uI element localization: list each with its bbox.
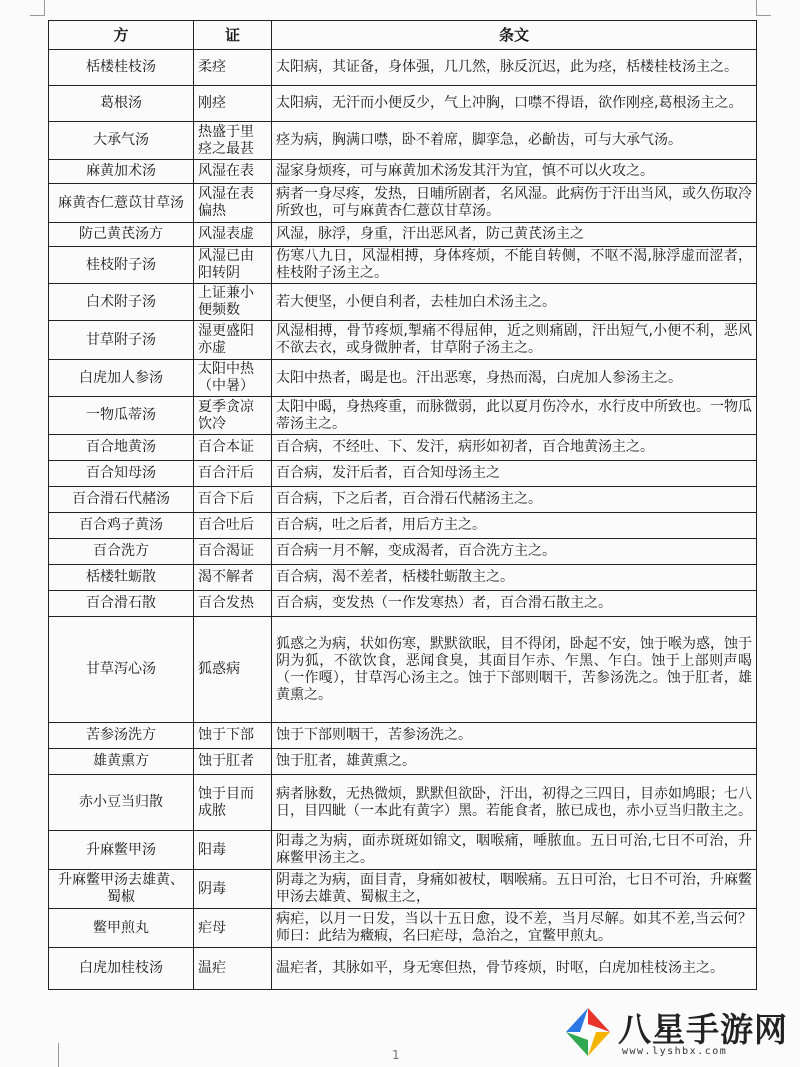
formula-name-cell: 赤小豆当归散 <box>49 775 194 831</box>
syndrome-cell: 温疟 <box>194 948 272 990</box>
table-row <box>49 397 757 435</box>
table-body <box>49 50 757 990</box>
formula-name-cell: 鳖甲煎丸 <box>49 909 194 948</box>
formula-name-cell: 葛根汤 <box>49 86 194 122</box>
clause-text-cell: 百合病一月不解，变成渴者，百合洗方主之。 <box>272 539 757 565</box>
table-row <box>49 461 757 487</box>
formula-name-cell: 白虎加人参汤 <box>49 360 194 397</box>
clause-text-cell: 痉为病，胸满口噤，卧不着席，脚挛急，必齘齿，可与大承气汤。 <box>272 122 757 160</box>
formula-name-cell: 一物瓜蒂汤 <box>49 397 194 435</box>
formula-name-cell: 百合地黄汤 <box>49 435 194 461</box>
table-row <box>49 565 757 591</box>
formula-name-cell: 麻黄杏仁薏苡甘草汤 <box>49 184 194 223</box>
clause-text-cell: 阳毒之为病，面赤斑斑如锦文，咽喉痛，唾脓血。五日可治,七日不可治，升麻鳖甲汤主之。 <box>272 831 757 870</box>
syndrome-cell: 百合发热 <box>194 591 272 617</box>
syndrome-cell: 百合汗后 <box>194 461 272 487</box>
syndrome-cell: 百合本证 <box>194 435 272 461</box>
syndrome-cell: 柔痉 <box>194 50 272 86</box>
syndrome-cell: 太阳中热（中暑） <box>194 360 272 397</box>
formula-name-cell: 百合滑石散 <box>49 591 194 617</box>
table-row <box>49 86 757 122</box>
syndrome-cell: 狐惑病 <box>194 617 272 723</box>
formula-table <box>48 20 757 990</box>
table-row <box>49 591 757 617</box>
syndrome-cell: 蚀于肛者 <box>194 749 272 775</box>
table-row <box>49 284 757 321</box>
syndrome-cell: 蚀于下部 <box>194 723 272 749</box>
syndrome-cell: 湿更盛阳亦虚 <box>194 321 272 360</box>
margin-mark-top-left <box>44 0 45 16</box>
margin-mark-top-left <box>30 15 44 16</box>
site-watermark <box>558 1002 794 1062</box>
formula-name-cell: 雄黄熏方 <box>49 749 194 775</box>
table-row <box>49 360 757 397</box>
syndrome-cell: 风湿在表 <box>194 160 272 184</box>
clause-text-cell: 太阳病，其证备，身体强，几几然，脉反沉迟，此为痉，栝楼桂枝汤主之。 <box>272 50 757 86</box>
syndrome-cell: 夏季贪凉饮冷 <box>194 397 272 435</box>
table-row <box>49 909 757 948</box>
clause-text-cell: 湿家身烦疼，可与麻黄加术汤发其汗为宜，慎不可以火攻之。 <box>272 160 757 184</box>
margin-mark-bottom-left <box>58 1043 59 1067</box>
table-row <box>49 184 757 223</box>
formula-name-cell: 百合知母汤 <box>49 461 194 487</box>
formula-name-cell: 甘草泻心汤 <box>49 617 194 723</box>
formula-name-cell: 栝楼牡蛎散 <box>49 565 194 591</box>
formula-name-cell: 百合洗方 <box>49 539 194 565</box>
clause-text-cell: 温疟者，其脉如平，身无寒但热，骨节疼烦，时呕，白虎加桂枝汤主之。 <box>272 948 757 990</box>
table-row <box>49 122 757 160</box>
clause-text-cell: 太阳病，无汗而小便反少，气上冲胸，口噤不得语，欲作刚痉,葛根汤主之。 <box>272 86 757 122</box>
formula-name-cell: 大承气汤 <box>49 122 194 160</box>
syndrome-cell: 风湿在表偏热 <box>194 184 272 223</box>
syndrome-cell: 百合吐后 <box>194 513 272 539</box>
clause-text-cell: 太阳中热者，暍是也。汗出恶寒，身热而渴，白虎加人参汤主之。 <box>272 360 757 397</box>
formula-name-cell: 升麻鳖甲汤去雄黄、蜀椒 <box>49 870 194 909</box>
syndrome-cell: 上证兼小便频数 <box>194 284 272 321</box>
syndrome-cell: 蚀于目而成脓 <box>194 775 272 831</box>
syndrome-cell: 百合下后 <box>194 487 272 513</box>
formula-name-cell: 甘草附子汤 <box>49 321 194 360</box>
formula-name-cell: 桂枝附子汤 <box>49 247 194 284</box>
watermark-logo-icon <box>558 1002 618 1062</box>
formula-name-cell: 白虎加桂枝汤 <box>49 948 194 990</box>
table-row <box>49 749 757 775</box>
clause-text-cell: 风湿，脉浮，身重，汗出恶风者，防己黄芪汤主之 <box>272 223 757 247</box>
table-row <box>49 831 757 870</box>
table-row <box>49 723 757 749</box>
table-row <box>49 617 757 723</box>
clause-text-cell: 病疟，以月一日发，当以十五日愈，设不差，当月尽解。如其不差,当云何？师曰：此结为癥瘕，名曰疟母，急治之，宜鳖甲煎丸。 <box>272 909 757 948</box>
table-row <box>49 50 757 86</box>
formula-name-cell: 白术附子汤 <box>49 284 194 321</box>
table-row <box>49 487 757 513</box>
formula-name-cell: 百合鸡子黄汤 <box>49 513 194 539</box>
table-row <box>49 539 757 565</box>
clause-text-cell: 百合病，变发热（一作发寒热）者，百合滑石散主之。 <box>272 591 757 617</box>
clause-text-cell: 百合病，下之后者，百合滑石代赭汤主之。 <box>272 487 757 513</box>
clause-text-cell: 百合病，吐之后者，用后方主之。 <box>272 513 757 539</box>
table-row <box>49 223 757 247</box>
clause-text-cell: 狐惑之为病，状如伤寒，默默欲眠，目不得闭，卧起不安，蚀于喉为惑，蚀于阴为狐，不欲饮食，恶闻食臭，其面目乍赤、乍黑、乍白。蚀于上部则声喝（一作嘎），甘草泻心汤主之。蚀于下部则咽干，苦参汤洗之。蚀于肛者，雄黄熏之。 <box>272 617 757 723</box>
formula-name-cell: 升麻鳖甲汤 <box>49 831 194 870</box>
clause-text-cell: 风湿相搏，骨节疼烦,掣痛不得屈伸，近之则痛剧，汗出短气,小便不利，恶风不欲去衣，或身微肿者，甘草附子汤主之。 <box>272 321 757 360</box>
header-tiaowen: 条文 <box>272 21 757 50</box>
table-row <box>49 247 757 284</box>
formula-name-cell: 防己黄芪汤方 <box>49 223 194 247</box>
clause-text-cell: 蚀于肛者，雄黄熏之。 <box>272 749 757 775</box>
table-row <box>49 775 757 831</box>
page-number: 1 <box>392 1048 400 1062</box>
syndrome-cell: 风湿已由阳转阴 <box>194 247 272 284</box>
clause-text-cell: 若大便坚，小便自利者，去桂加白术汤主之。 <box>272 284 757 321</box>
table-header-row <box>49 21 757 50</box>
clause-text-cell: 太阳中暍，身热疼重，而脉微弱，此以夏月伤冷水，水行皮中所致也。一物瓜蒂汤主之。 <box>272 397 757 435</box>
clause-text-cell: 病者脉数，无热微烦，默默但欲卧，汗出，初得之三四日，目赤如鸠眼；七八日，目四眦（一本此有黄字）黑。若能食者，脓已成也，赤小豆当归散主之。 <box>272 775 757 831</box>
syndrome-cell: 阴毒 <box>194 870 272 909</box>
watermark-title: 八星手游网 <box>618 1010 788 1049</box>
table-row <box>49 435 757 461</box>
clause-text-cell: 百合病，不经吐、下、发汗，病形如初者，百合地黄汤主之。 <box>272 435 757 461</box>
syndrome-cell: 渴不解者 <box>194 565 272 591</box>
syndrome-cell: 风湿表虚 <box>194 223 272 247</box>
margin-mark-top-right <box>756 0 757 16</box>
syndrome-cell: 热盛于里痉之最甚 <box>194 122 272 160</box>
clause-text-cell: 百合病，渴不差者，栝楼牡蛎散主之。 <box>272 565 757 591</box>
formula-name-cell: 百合滑石代赭汤 <box>49 487 194 513</box>
clause-text-cell: 百合病，发汗后者，百合知母汤主之 <box>272 461 757 487</box>
clause-text-cell: 病者一身尽疼，发热，日晡所剧者，名风湿。此病伤于汗出当风，或久伤取冷所致也，可与麻黄杏仁薏苡甘草汤。 <box>272 184 757 223</box>
clause-text-cell: 阴毒之为病，面目青，身痛如被杖，咽喉痛。五日可治，七日不可治，升麻鳖甲汤去雄黄、蜀椒主之， <box>272 870 757 909</box>
syndrome-cell: 百合渴证 <box>194 539 272 565</box>
header-zheng: 证 <box>194 21 272 50</box>
table-row <box>49 321 757 360</box>
formula-name-cell: 麻黄加术汤 <box>49 160 194 184</box>
table-row <box>49 160 757 184</box>
table-row <box>49 870 757 909</box>
formula-name-cell: 苦参汤洗方 <box>49 723 194 749</box>
clause-text-cell: 蚀于下部则咽干，苦参汤洗之。 <box>272 723 757 749</box>
syndrome-cell: 阳毒 <box>194 831 272 870</box>
table-row <box>49 948 757 990</box>
table-row <box>49 513 757 539</box>
syndrome-cell: 疟母 <box>194 909 272 948</box>
header-fang: 方 <box>49 21 194 50</box>
syndrome-cell: 刚痉 <box>194 86 272 122</box>
clause-text-cell: 伤寒八九日，风湿相搏，身体疼烦，不能自转侧，不呕不渴,脉浮虚而涩者，桂枝附子汤主之。 <box>272 247 757 284</box>
watermark-url: www.lyshbx.com <box>622 1046 728 1057</box>
formula-name-cell: 栝楼桂枝汤 <box>49 50 194 86</box>
margin-mark-top-right <box>757 15 771 16</box>
